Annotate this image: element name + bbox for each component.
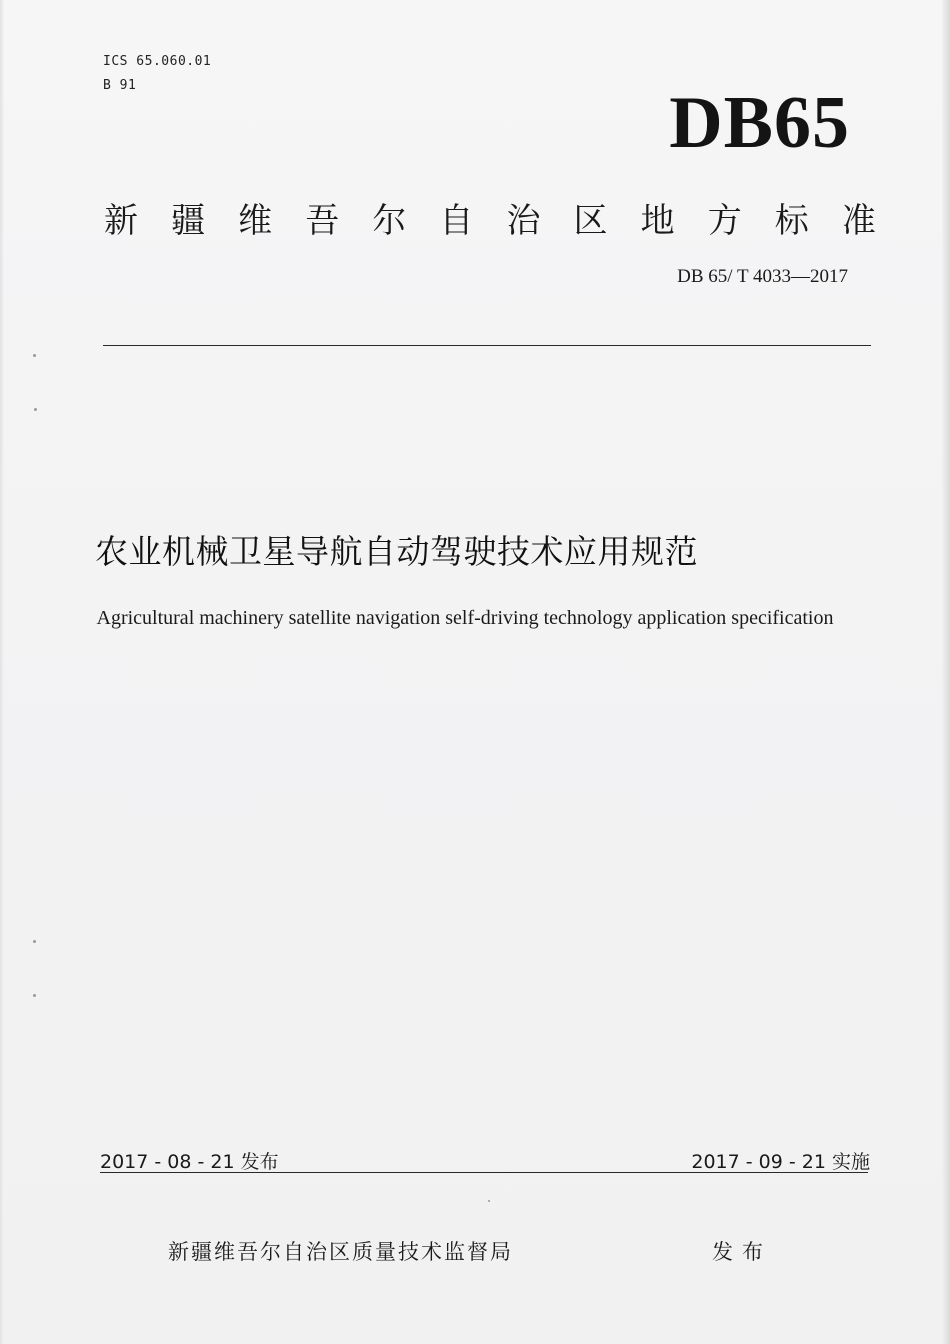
standard-category: [104, 193, 876, 242]
scan-speck: [33, 994, 36, 997]
header-divider: [103, 345, 871, 346]
issuing-authority: 新疆维吾尔自治区质量技术监督局: [168, 1240, 513, 1264]
standard-category-char: 自: [439, 201, 474, 241]
standard-category-char: 准: [841, 201, 876, 241]
document-title-english: Agricultural machinery satellite navigation self-driving technology application specification: [96, 607, 834, 629]
standard-category-char: 吾: [305, 201, 340, 241]
standard-category-char: 方: [707, 201, 742, 241]
issue-date: 2017 - 08 - 21 发布: [100, 1151, 279, 1173]
standard-category-char: 区: [573, 201, 608, 241]
standard-category-char: 尔: [372, 201, 407, 241]
footer-divider: [100, 1172, 868, 1173]
ics-code: ICS 65.060.01: [103, 54, 212, 69]
scan-speck: [488, 1200, 490, 1202]
standard-category-char: 标: [774, 201, 809, 241]
scan-edge-left: [0, 0, 4, 1344]
issue-label: 发布: [712, 1240, 772, 1264]
document-title-chinese: 农业机械卫星导航自动驾驶技术应用规范: [95, 532, 698, 571]
scan-edge-right: [942, 0, 950, 1344]
standard-category-char: 疆: [171, 201, 206, 241]
standard-category-char: 地: [640, 201, 675, 241]
ccs-code: B 91: [103, 78, 137, 93]
standard-mark: DB65: [669, 82, 850, 164]
standard-category-char: 治: [506, 201, 541, 241]
scan-speck: [34, 408, 37, 411]
scan-speck: [33, 940, 36, 943]
standard-category-char: 新: [104, 201, 138, 241]
scan-speck: [33, 354, 36, 357]
implementation-date: 2017 - 09 - 21 实施: [691, 1151, 870, 1173]
standard-category-char: 维: [238, 201, 273, 241]
standard-number: DB 65/ T 4033—2017: [677, 266, 848, 287]
